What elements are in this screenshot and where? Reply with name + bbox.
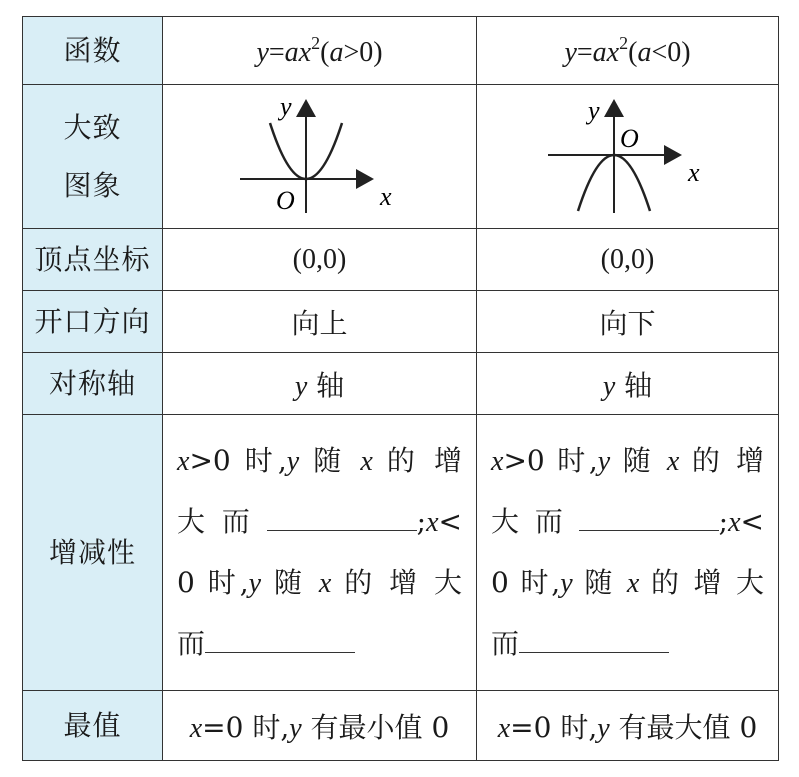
graph-neg-cell bbox=[477, 85, 779, 229]
parabola-properties-table bbox=[22, 16, 779, 761]
func-pos-open: ( bbox=[320, 36, 330, 68]
func-neg-ax: ax bbox=[592, 36, 620, 68]
header-vertex: 顶点坐标 bbox=[23, 229, 163, 291]
header-graph bbox=[23, 85, 163, 229]
mono-neg-line4: 而 bbox=[491, 614, 764, 674]
header-opening: 开口方向 bbox=[23, 291, 163, 353]
header-monotonicity: 增减性 bbox=[23, 415, 163, 691]
header-axis: 对称轴 bbox=[23, 353, 163, 415]
axis-pos-var: y bbox=[294, 370, 308, 402]
graph-pos-y-label: y bbox=[279, 94, 292, 121]
downward-parabola-graph bbox=[548, 95, 708, 219]
opening-neg: 向下 bbox=[477, 291, 779, 353]
func-neg-cond: <0) bbox=[651, 36, 691, 68]
func-pos-eq: = bbox=[268, 36, 285, 68]
mono-pos-line4: 而 bbox=[177, 614, 462, 674]
func-neg-eq: = bbox=[576, 36, 593, 68]
mono-neg-line2: 大而 ;x< bbox=[491, 505, 764, 538]
blank-neg-1[interactable] bbox=[579, 508, 719, 531]
upward-parabola-graph bbox=[240, 95, 400, 219]
row-function bbox=[23, 17, 779, 85]
mono-pos-line2: 大而 ;x< bbox=[177, 505, 462, 538]
func-neg-exp: 2 bbox=[619, 32, 629, 53]
mono-pos-line1: x>0 时,y 随 x 的 增 bbox=[177, 444, 462, 477]
axis-neg bbox=[477, 353, 779, 415]
extreme-pos: x=0 时,y 有最小值 0 bbox=[163, 691, 477, 761]
mono-pos bbox=[163, 415, 477, 691]
blank-pos-1[interactable] bbox=[267, 508, 417, 531]
func-pos-exp: 2 bbox=[311, 32, 321, 53]
func-neg-a: a bbox=[637, 36, 652, 68]
row-opening bbox=[23, 291, 779, 353]
blank-neg-2[interactable] bbox=[519, 630, 669, 653]
row-axis bbox=[23, 353, 779, 415]
mono-neg-line3: 0 时,y 随 x 的 增 大 bbox=[491, 566, 764, 599]
header-graph-line2: 图象 bbox=[63, 168, 122, 202]
row-vertex bbox=[23, 229, 779, 291]
func-neg-open: ( bbox=[628, 36, 638, 68]
axis-pos bbox=[163, 353, 477, 415]
header-graph-line1: 大致 bbox=[63, 110, 122, 144]
func-pos-y: y bbox=[256, 36, 269, 68]
mono-pos-line3: 0 时,y 随 x 的 增 大 bbox=[177, 566, 462, 599]
mono-neg-line1: x>0 时,y 随 x 的 增 bbox=[491, 444, 764, 477]
function-neg bbox=[477, 17, 779, 85]
row-monotonicity bbox=[23, 415, 779, 691]
function-pos bbox=[163, 17, 477, 85]
func-neg-y: y bbox=[564, 36, 577, 68]
mono-neg bbox=[477, 415, 779, 691]
graph-neg-origin-label: O bbox=[619, 123, 639, 153]
header-extreme: 最值 bbox=[23, 691, 163, 761]
row-graph bbox=[23, 85, 779, 229]
axis-pos-text: 轴 bbox=[307, 368, 345, 402]
func-pos-cond: >0) bbox=[343, 36, 383, 68]
table-container bbox=[22, 16, 778, 760]
graph-pos-origin-label: O bbox=[275, 185, 295, 215]
opening-pos: 向上 bbox=[163, 291, 477, 353]
graph-neg-y-label: y bbox=[587, 95, 600, 125]
func-pos-a: a bbox=[329, 36, 344, 68]
vertex-neg: (0,0) bbox=[477, 229, 779, 291]
axis-neg-var: y bbox=[602, 370, 616, 402]
header-function: 函数 bbox=[23, 17, 163, 85]
graph-pos-cell bbox=[163, 85, 477, 229]
graph-neg-x-label: x bbox=[687, 157, 700, 187]
extreme-neg: x=0 时,y 有最大值 0 bbox=[477, 691, 779, 761]
graph-pos-x-label: x bbox=[379, 181, 392, 211]
row-extreme bbox=[23, 691, 779, 761]
axis-neg-text: 轴 bbox=[615, 368, 653, 402]
func-pos-ax: ax bbox=[284, 36, 312, 68]
blank-pos-2[interactable] bbox=[205, 630, 355, 653]
vertex-pos: (0,0) bbox=[163, 229, 477, 291]
